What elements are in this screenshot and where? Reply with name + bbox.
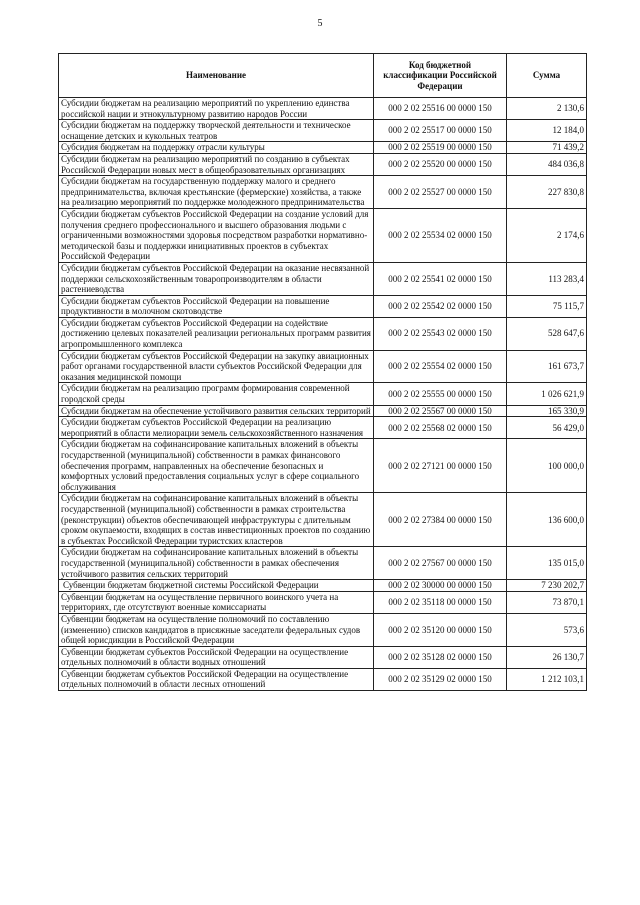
cell-code: 000 2 02 25520 00 0000 150 (374, 153, 507, 175)
table-row (59, 142, 587, 154)
cell-code: 000 2 02 25517 00 0000 150 (374, 120, 507, 142)
cell-sum: 100 000,0 (507, 439, 587, 493)
cell-code: 000 2 02 25519 00 0000 150 (374, 142, 507, 154)
cell-sum: 165 330,9 (507, 405, 587, 417)
cell-code: 000 2 02 25527 00 0000 150 (374, 176, 507, 209)
table-row (59, 493, 587, 547)
cell-sum: 136 600,0 (507, 493, 587, 547)
cell-sum: 161 673,7 (507, 350, 587, 383)
header-sum: Сумма (507, 54, 587, 98)
cell-code: 000 2 02 25541 02 0000 150 (374, 262, 507, 295)
table-row (59, 176, 587, 209)
cell-name: Субсидии бюджетам субъектов Российской Федерации на создание условий для получения среднего профессионального и высшего образования людьми с ограниченными возможностями здоровья посредством разработки нормативно-методической базы и поддержки инициативных проектов в субъектах Российской Федерации (59, 208, 374, 262)
cell-name: Субсидия бюджетам на поддержку отрасли культуры (59, 142, 374, 154)
table-row (59, 120, 587, 142)
table-row (59, 383, 587, 405)
table-row (59, 547, 587, 580)
table-row (59, 405, 587, 417)
table-row (59, 317, 587, 350)
cell-sum: 12 184,0 (507, 120, 587, 142)
header-name: Наименование (59, 54, 374, 98)
cell-sum: 2 174,6 (507, 208, 587, 262)
table-row (59, 417, 587, 439)
cell-name: Субвенции бюджетам субъектов Российской Федерации на осуществление отдельных полномочий в области лесных отношений (59, 668, 374, 690)
cell-name: Субвенции бюджетам на осуществление полномочий по составлению (изменению) списков кандидатов в присяжные заседатели федеральных судов общей юрисдикции в Российской Федерации (59, 613, 374, 646)
table-row (59, 439, 587, 493)
cell-name: Субвенции бюджетам бюджетной системы Российской Федерации (59, 580, 374, 592)
cell-code: 000 2 02 30000 00 0000 150 (374, 580, 507, 592)
cell-sum: 227 830,8 (507, 176, 587, 209)
cell-code: 000 2 02 25554 02 0000 150 (374, 350, 507, 383)
cell-sum: 528 647,6 (507, 317, 587, 350)
cell-code: 000 2 02 25567 00 0000 150 (374, 405, 507, 417)
table-row (59, 668, 587, 690)
cell-name: Субвенции бюджетам на осуществление первичного воинского учета на территориях, где отсутствуют военные комиссариаты (59, 591, 374, 613)
cell-code: 000 2 02 27121 00 0000 150 (374, 439, 507, 493)
cell-sum: 56 429,0 (507, 417, 587, 439)
budget-revenue-table (58, 53, 587, 691)
cell-sum: 135 015,0 (507, 547, 587, 580)
table-row (59, 613, 587, 646)
cell-sum: 1 026 621,9 (507, 383, 587, 405)
cell-sum: 113 283,4 (507, 262, 587, 295)
cell-name: Субсидии бюджетам субъектов Российской Федерации на содействие достижению целевых показателей реализации региональных программ развития агропромышленного комплекса (59, 317, 374, 350)
table-row (59, 580, 587, 592)
table-header-row (59, 54, 587, 98)
cell-code: 000 2 02 25555 00 0000 150 (374, 383, 507, 405)
cell-code: 000 2 02 25534 02 0000 150 (374, 208, 507, 262)
cell-sum: 71 439,2 (507, 142, 587, 154)
cell-sum: 2 130,6 (507, 98, 587, 120)
header-code: Код бюджетной классификации Российской Федерации (374, 54, 507, 98)
table-row (59, 350, 587, 383)
cell-code: 000 2 02 25543 02 0000 150 (374, 317, 507, 350)
cell-name: Субсидии бюджетам субъектов Российской Федерации на реализацию мероприятий в области мелиорации земель сельскохозяйственного назначения (59, 417, 374, 439)
table-row (59, 591, 587, 613)
cell-name: Субсидии бюджетам на софинансирование капитальных вложений в объекты государственной (муниципальной) собственности в рамках строительства (реконструкции) объектов обеспечивающей инфраструктуры с длительным сроком окупаемости, входящих в состав инвестиционных проектов по созданию в субъектах Российской Федерации туристских кластеров (59, 493, 374, 547)
cell-sum: 26 130,7 (507, 646, 587, 668)
cell-name: Субсидии бюджетам на реализацию мероприятий по созданию в субъектах Российской Федерации новых мест в общеобразовательных организациях (59, 153, 374, 175)
cell-code: 000 2 02 25542 02 0000 150 (374, 295, 507, 317)
cell-code: 000 2 02 35128 02 0000 150 (374, 646, 507, 668)
table-row (59, 153, 587, 175)
cell-code: 000 2 02 35129 02 0000 150 (374, 668, 507, 690)
table-row (59, 295, 587, 317)
cell-code: 000 2 02 25568 02 0000 150 (374, 417, 507, 439)
cell-name: Субвенции бюджетам субъектов Российской Федерации на осуществление отдельных полномочий в области водных отношений (59, 646, 374, 668)
cell-sum: 484 036,8 (507, 153, 587, 175)
page-number: 5 (317, 18, 323, 29)
cell-code: 000 2 02 35120 00 0000 150 (374, 613, 507, 646)
cell-sum: 7 230 202,7 (507, 580, 587, 592)
table-row (59, 646, 587, 668)
table-row (59, 262, 587, 295)
cell-code: 000 2 02 35118 00 0000 150 (374, 591, 507, 613)
cell-code: 000 2 02 25516 00 0000 150 (374, 98, 507, 120)
cell-name: Субсидии бюджетам субъектов Российской Федерации на оказание несвязанной поддержки сельскохозяйственным товаропроизводителям в области растениеводства (59, 262, 374, 295)
cell-sum: 75 115,7 (507, 295, 587, 317)
cell-sum: 73 870,1 (507, 591, 587, 613)
cell-name: Субсидии бюджетам на реализацию мероприятий по укреплению единства российской нации и этнокультурному развитию народов России (59, 98, 374, 120)
cell-code: 000 2 02 27384 00 0000 150 (374, 493, 507, 547)
table-row (59, 98, 587, 120)
cell-name: Субсидии бюджетам субъектов Российской Федерации на закупку авиационных работ органами государственной власти субъектов Российской Федерации для оказания медицинской помощи (59, 350, 374, 383)
cell-sum: 1 212 103,1 (507, 668, 587, 690)
cell-name: Субсидии бюджетам на поддержку творческой деятельности и техническое оснащение детских и кукольных театров (59, 120, 374, 142)
cell-name: Субсидии бюджетам на софинансирование капитальных вложений в объекты государственной (муниципальной) собственности в рамках обеспечения устойчивого развития сельских территорий (59, 547, 374, 580)
cell-name: Субсидии бюджетам на реализацию программ формирования современной городской среды (59, 383, 374, 405)
cell-name: Субсидии бюджетам на государственную поддержку малого и среднего предпринимательства, включая крестьянские (фермерские) хозяйства, а также на реализацию мероприятий по поддержке молодежного предпринимательства (59, 176, 374, 209)
cell-sum: 573,6 (507, 613, 587, 646)
cell-name: Субсидии бюджетам субъектов Российской Федерации на повышение продуктивности в молочном скотоводстве (59, 295, 374, 317)
table-row (59, 208, 587, 262)
cell-code: 000 2 02 27567 00 0000 150 (374, 547, 507, 580)
cell-name: Субсидии бюджетам на софинансирование капитальных вложений в объекты государственной (муниципальной) собственности в рамках финансового обеспечения программ, направленных на обеспечение безопасных и комфортных условий предоставления социальных услуг в сфере социального обслуживания (59, 439, 374, 493)
cell-name: Субсидии бюджетам на обеспечение устойчивого развития сельских территорий (59, 405, 374, 417)
table-body (59, 98, 587, 691)
